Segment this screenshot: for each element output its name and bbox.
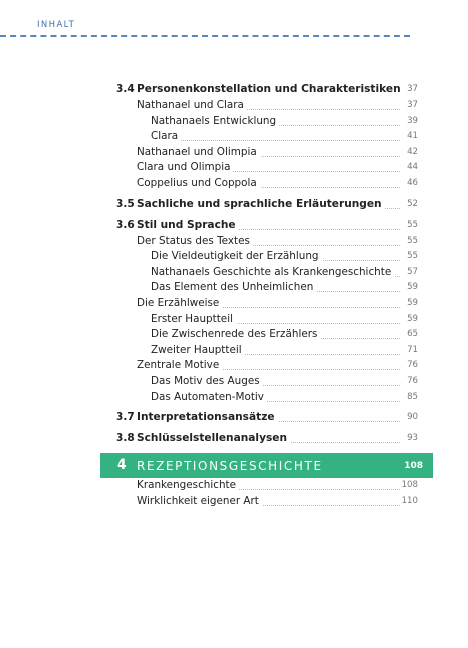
toc-entry-page: 90 <box>407 412 418 423</box>
toc-entry-label: Schlüsselstellenanalysen <box>137 429 290 447</box>
toc-entry[interactable] <box>0 312 468 328</box>
toc-entry-label: Interpretationsansätze <box>137 408 278 426</box>
toc-entry-page: 55 <box>407 251 418 262</box>
toc-entry-page: 76 <box>407 375 418 386</box>
toc-entry[interactable] <box>0 408 468 426</box>
toc-entry[interactable] <box>0 280 468 296</box>
chapter-number: 4 <box>117 457 127 474</box>
table-of-contents <box>0 80 468 509</box>
toc-entry-label: Der Status des Textes <box>137 234 253 250</box>
toc-entry[interactable] <box>0 145 468 161</box>
toc-entry-page: 37 <box>407 84 418 94</box>
page-header <box>0 0 468 40</box>
toc-entry-number: 3.6 <box>116 218 135 231</box>
toc-entry-page: 57 <box>407 266 418 277</box>
toc-entry[interactable] <box>0 390 468 406</box>
toc-entry[interactable] <box>0 494 468 510</box>
toc-entry-label: Die Vieldeutigkeit der Erzählung <box>151 249 322 265</box>
toc-entry[interactable] <box>0 176 468 192</box>
toc-entry[interactable] <box>0 478 468 494</box>
toc-entry-label: Erster Hauptteil <box>151 312 236 328</box>
toc-entry-page: 55 <box>407 235 418 246</box>
toc-entry-number: 3.5 <box>116 197 135 210</box>
toc-entry-page: 55 <box>407 219 418 230</box>
toc-entry[interactable] <box>0 98 468 114</box>
toc-entry[interactable] <box>0 234 468 250</box>
toc-entry[interactable] <box>0 429 468 447</box>
toc-entry-label: Nathanaels Entwicklung <box>151 114 279 130</box>
toc-entry-label: Coppelius und Coppola <box>137 176 260 192</box>
toc-entry-page: 65 <box>407 329 418 340</box>
toc-entry-label: Wirklichkeit eigener Art <box>137 494 262 510</box>
toc-entry[interactable] <box>0 358 468 374</box>
toc-entry[interactable] <box>0 343 468 359</box>
toc-entry-label: Sachliche und sprachliche Erläuterungen <box>137 195 385 213</box>
chapter-page: 108 <box>404 461 423 472</box>
toc-entry-page: 42 <box>407 146 418 157</box>
toc-entry-page: 85 <box>407 391 418 402</box>
toc-entry[interactable] <box>0 327 468 343</box>
toc-entry[interactable] <box>0 80 468 98</box>
toc-entry-label: Nathanaels Geschichte als Krankengeschichte <box>151 265 394 281</box>
toc-entry[interactable] <box>0 265 468 281</box>
toc-entry-page: 39 <box>407 115 418 126</box>
toc-entry-label: Das Element des Unheimlichen <box>151 280 316 296</box>
toc-entry-label: Zweiter Hauptteil <box>151 343 245 359</box>
toc-entry-label: Nathanael und Clara <box>137 98 247 114</box>
toc-entry-page: 76 <box>407 360 418 371</box>
toc-leader <box>151 140 400 141</box>
toc-entry-number: 3.4 <box>116 83 135 95</box>
chapter-title: REZEPTIONSGESCHICHTE <box>137 459 323 474</box>
toc-entry[interactable] <box>0 129 468 145</box>
toc-entry-number: 3.7 <box>116 411 135 424</box>
toc-entry-page: 59 <box>407 313 418 324</box>
toc-entry-label: Stil und Sprache <box>137 216 239 234</box>
toc-entry-label: Krankengeschichte <box>137 478 239 494</box>
toc-entry-label: Clara und Olimpia <box>137 160 233 176</box>
toc-entry-label: Das Automaten-Motiv <box>151 390 267 406</box>
toc-entry-label: Clara <box>151 129 181 145</box>
toc-entry-page: 59 <box>407 282 418 293</box>
toc-entry[interactable] <box>0 195 468 213</box>
toc-section-3 <box>0 80 468 447</box>
header-divider <box>0 35 410 37</box>
toc-entry-label: Nathanael und Olimpia <box>137 145 260 161</box>
toc-entry-number: 3.8 <box>116 432 135 445</box>
toc-entry-page: 108 <box>401 480 418 491</box>
toc-entry-page: 52 <box>407 198 418 209</box>
toc-section-4 <box>0 478 468 509</box>
toc-entry[interactable] <box>0 296 468 312</box>
toc-entry-page: 44 <box>407 162 418 173</box>
toc-entry-page: 41 <box>407 131 418 142</box>
toc-entry-page: 93 <box>407 433 418 444</box>
chapter-4-banner[interactable] <box>100 453 433 478</box>
toc-entry-label: Die Zwischenrede des Erzählers <box>151 327 320 343</box>
toc-entry-label: Zentrale Motive <box>137 358 222 374</box>
toc-entry-label: Das Motiv des Auges <box>151 374 263 390</box>
toc-entry[interactable] <box>0 160 468 176</box>
toc-entry-page: 37 <box>407 100 418 110</box>
toc-entry-page: 59 <box>407 297 418 308</box>
toc-entry-label: Die Erzählweise <box>137 296 222 312</box>
header-title: INHALT <box>37 20 76 30</box>
toc-entry[interactable] <box>0 216 468 234</box>
toc-entry-label: Personenkonstellation und Charakteristiken <box>137 80 404 98</box>
toc-entry[interactable] <box>0 374 468 390</box>
toc-entry-page: 46 <box>407 177 418 188</box>
toc-entry-page: 110 <box>401 495 418 506</box>
toc-entry-page: 71 <box>407 344 418 355</box>
toc-entry[interactable] <box>0 114 468 130</box>
toc-entry[interactable] <box>0 249 468 265</box>
